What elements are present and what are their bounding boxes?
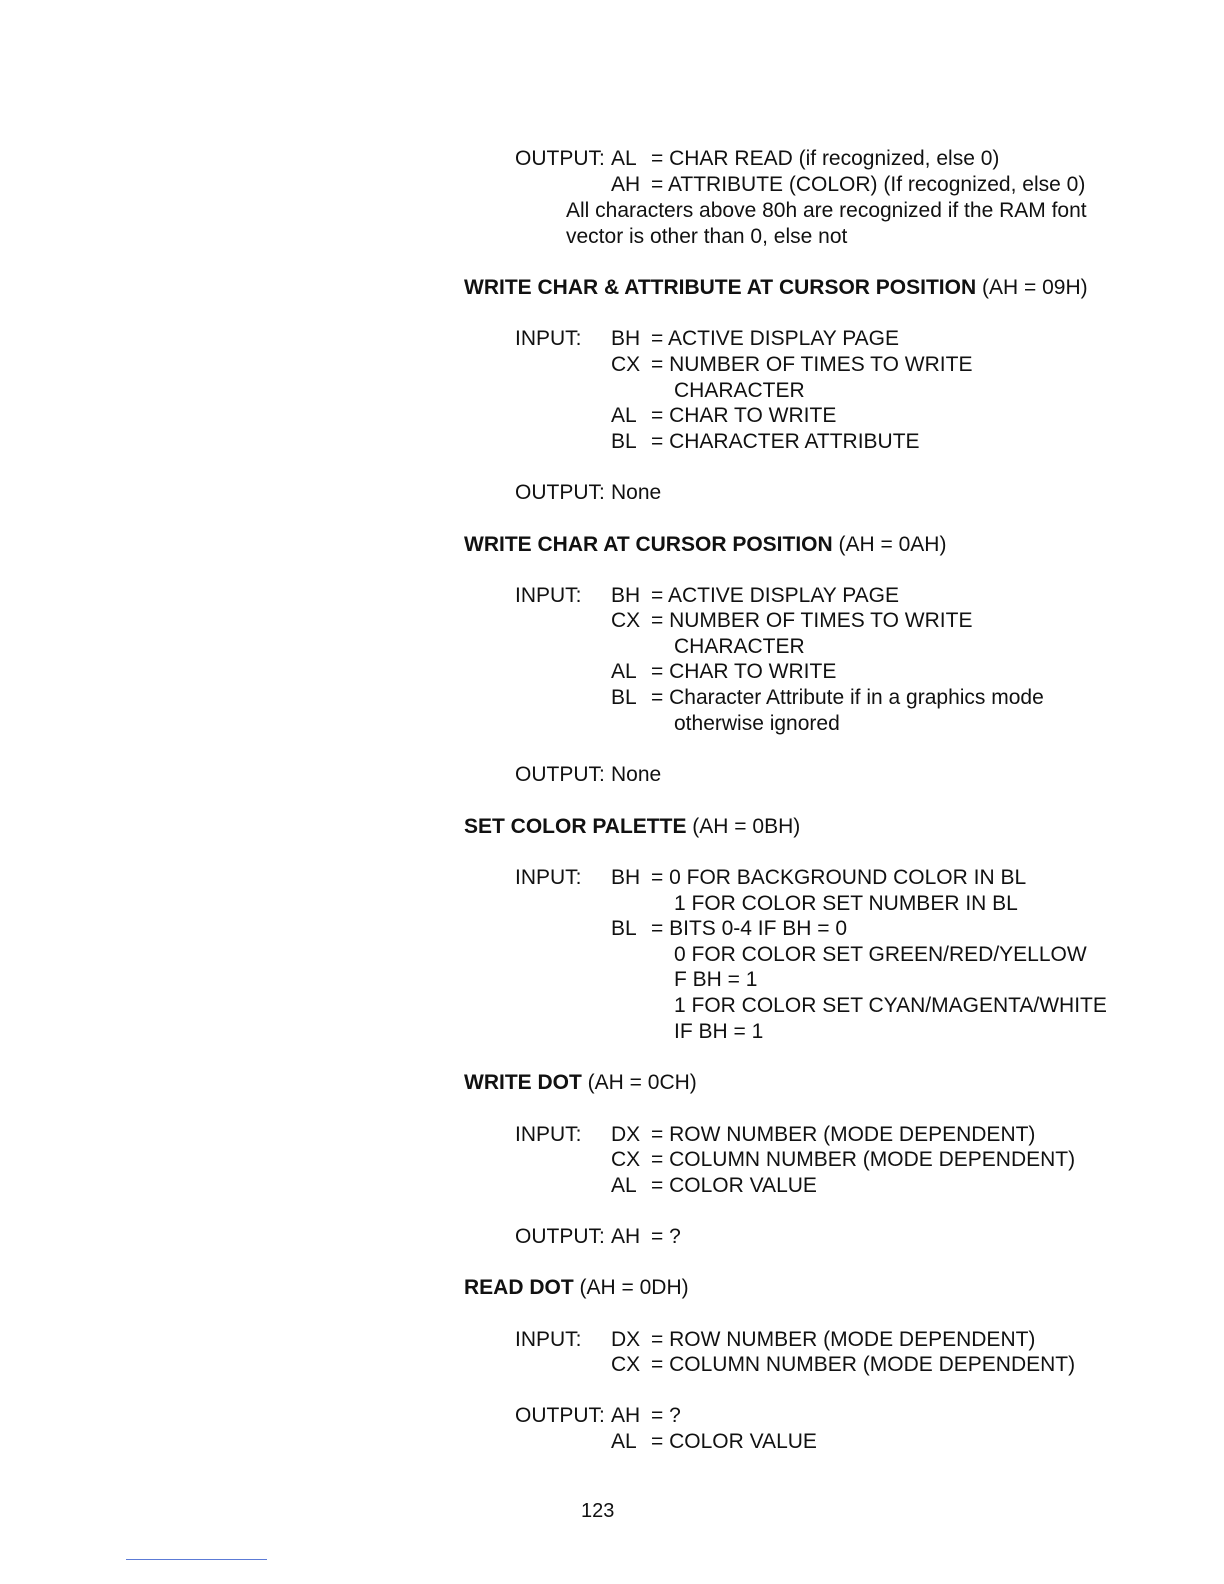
register-name: CX bbox=[611, 609, 641, 632]
register-name: BL bbox=[611, 917, 637, 940]
output-label: OUTPUT: bbox=[515, 1225, 605, 1248]
input-label: INPUT: bbox=[515, 1123, 582, 1146]
register-name: BH bbox=[611, 584, 641, 607]
register-description: = COLOR VALUE bbox=[651, 1174, 817, 1197]
section-title: WRITE CHAR AT CURSOR POSITION bbox=[464, 533, 833, 556]
register-name: AL bbox=[611, 404, 637, 427]
section-function-code: (AH = 0CH) bbox=[587, 1071, 697, 1094]
register-description: = NUMBER OF TIMES TO WRITE bbox=[651, 609, 973, 632]
register-name: DX bbox=[611, 1328, 641, 1351]
register-description-continued: CHARACTER bbox=[674, 379, 805, 402]
input-label: INPUT: bbox=[515, 584, 582, 607]
section-function-code: (AH = 0AH) bbox=[838, 533, 947, 556]
register-name: AL bbox=[611, 1174, 637, 1197]
section-heading bbox=[464, 1275, 689, 1301]
intro-output-reg: AL bbox=[611, 147, 637, 170]
register-name: AL bbox=[611, 660, 637, 683]
register-description-continued: otherwise ignored bbox=[674, 712, 840, 735]
section-function-code: (AH = 09H) bbox=[982, 276, 1088, 299]
input-label: INPUT: bbox=[515, 1328, 582, 1351]
intro-output-label: OUTPUT: bbox=[515, 147, 605, 170]
intro-note-line: vector is other than 0, else not bbox=[566, 225, 848, 248]
register-name: BH bbox=[611, 327, 641, 350]
section-heading bbox=[464, 532, 946, 558]
input-label: INPUT: bbox=[515, 866, 582, 889]
intro-output-text: = CHAR READ (if recognized, else 0) bbox=[651, 147, 1000, 170]
section-title: SET COLOR PALETTE bbox=[464, 815, 687, 838]
intro-output-text: = ATTRIBUTE (COLOR) (If recognized, else 0) bbox=[651, 173, 1086, 196]
register-description: = NUMBER OF TIMES TO WRITE bbox=[651, 353, 973, 376]
register-description-continued: F BH = 1 bbox=[674, 968, 758, 991]
register-name: AH bbox=[611, 1404, 641, 1427]
register-name: BL bbox=[611, 686, 637, 709]
output-label: OUTPUT: bbox=[515, 1404, 605, 1427]
register-description: = CHARACTER ATTRIBUTE bbox=[651, 430, 920, 453]
section-heading bbox=[464, 1070, 697, 1096]
page-number: 123 bbox=[581, 1500, 615, 1522]
section-function-code: (AH = 0DH) bbox=[579, 1276, 689, 1299]
register-description: = ? bbox=[651, 1225, 681, 1248]
register-description-continued: 0 FOR COLOR SET GREEN/RED/YELLOW bbox=[674, 943, 1087, 966]
register-description: = Character Attribute if in a graphics mode bbox=[651, 686, 1044, 709]
register-description: = CHAR TO WRITE bbox=[651, 660, 837, 683]
output-value: None bbox=[611, 763, 662, 786]
section-heading bbox=[464, 275, 1088, 301]
register-description: = ACTIVE DISPLAY PAGE bbox=[651, 327, 900, 350]
input-label: INPUT: bbox=[515, 327, 582, 350]
register-description-continued: CHARACTER bbox=[674, 635, 805, 658]
section-title: WRITE DOT bbox=[464, 1071, 582, 1094]
register-description: = COLOR VALUE bbox=[651, 1430, 817, 1453]
output-value: None bbox=[611, 481, 662, 504]
register-description: = ? bbox=[651, 1404, 681, 1427]
register-name: AH bbox=[611, 1225, 641, 1248]
intro-note-line: All characters above 80h are recognized if the RAM font bbox=[566, 199, 1087, 222]
register-name: CX bbox=[611, 1353, 641, 1376]
register-name: BH bbox=[611, 866, 641, 889]
register-description-continued: 1 FOR COLOR SET CYAN/MAGENTA/WHITE bbox=[674, 994, 1107, 1017]
register-name: DX bbox=[611, 1123, 641, 1146]
section-heading bbox=[464, 814, 800, 840]
register-description: = CHAR TO WRITE bbox=[651, 404, 837, 427]
register-description: = COLUMN NUMBER (MODE DEPENDENT) bbox=[651, 1353, 1076, 1376]
register-name: CX bbox=[611, 353, 641, 376]
register-description: = 0 FOR BACKGROUND COLOR IN BL bbox=[651, 866, 1027, 889]
footnote-divider bbox=[126, 1559, 267, 1560]
register-name: CX bbox=[611, 1148, 641, 1171]
section-title: READ DOT bbox=[464, 1276, 574, 1299]
section-title: WRITE CHAR & ATTRIBUTE AT CURSOR POSITION bbox=[464, 276, 977, 299]
intro-output-reg: AH bbox=[611, 173, 641, 196]
output-label: OUTPUT: bbox=[515, 481, 605, 504]
register-description: = ROW NUMBER (MODE DEPENDENT) bbox=[651, 1123, 1036, 1146]
register-name: BL bbox=[611, 430, 637, 453]
register-description-continued: IF BH = 1 bbox=[674, 1020, 764, 1043]
register-name: AL bbox=[611, 1430, 637, 1453]
register-description: = BITS 0-4 IF BH = 0 bbox=[651, 917, 848, 940]
section-function-code: (AH = 0BH) bbox=[692, 815, 801, 838]
register-description: = ROW NUMBER (MODE DEPENDENT) bbox=[651, 1328, 1036, 1351]
register-description: = ACTIVE DISPLAY PAGE bbox=[651, 584, 900, 607]
register-description: = COLUMN NUMBER (MODE DEPENDENT) bbox=[651, 1148, 1076, 1171]
output-label: OUTPUT: bbox=[515, 763, 605, 786]
register-description-continued: 1 FOR COLOR SET NUMBER IN BL bbox=[674, 892, 1018, 915]
